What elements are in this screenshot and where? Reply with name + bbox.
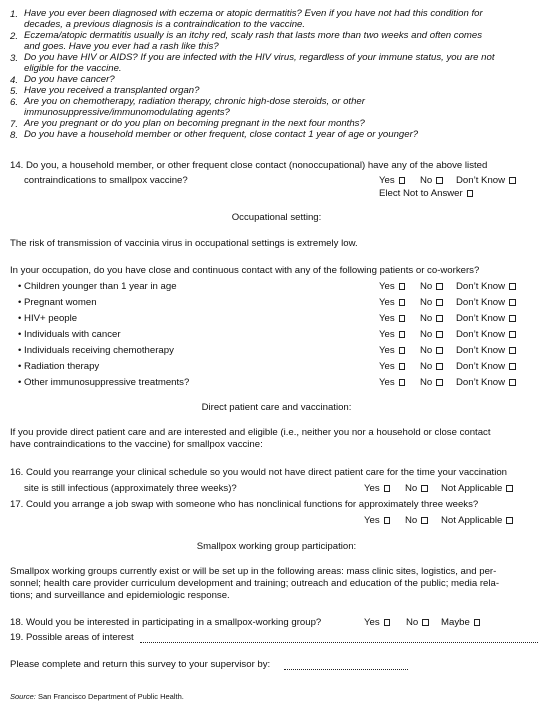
section-intro: The risk of transmission of vaccinia virus in occupational settings is extremely low. xyxy=(10,238,358,249)
q14-text-line2: contraindications to smallpox vaccine? xyxy=(24,175,188,186)
contact-item-label: • Individuals receiving chemotherapy xyxy=(18,345,174,356)
source-text: San Francisco Department of Public Health. xyxy=(35,692,184,701)
checkbox[interactable] xyxy=(421,517,428,524)
q18-no-option[interactable]: No xyxy=(406,617,429,628)
list-item-line: Have you ever been diagnosed with eczema or atopic dermatitis? Even if you have not had this condition for xyxy=(24,8,483,19)
dont-know-option[interactable]: Don’t Know xyxy=(456,297,516,308)
checkbox[interactable] xyxy=(509,379,516,386)
q16-text-line2: site is still infectious (approximately three weeks)? xyxy=(24,483,237,494)
yes-option[interactable]: Yes xyxy=(379,313,405,324)
return-instruction: Please complete and return this survey to your supervisor by: xyxy=(10,659,271,670)
checkbox[interactable] xyxy=(399,347,406,354)
list-number: 4. xyxy=(10,75,19,86)
yes-option[interactable]: Yes xyxy=(379,361,405,372)
checkbox[interactable] xyxy=(399,331,406,338)
list-item-line: Do you have cancer? xyxy=(24,74,115,85)
checkbox[interactable] xyxy=(509,363,516,370)
list-item-line: and goes. Have you ever had a rash like this? xyxy=(24,41,219,52)
checkbox[interactable] xyxy=(384,485,391,492)
checkbox[interactable] xyxy=(384,619,391,626)
checkbox[interactable] xyxy=(422,619,429,626)
occupational-question: In your occupation, do you have close and continuous contact with any of the following patients or co-workers? xyxy=(10,265,480,276)
dont-know-option[interactable]: Don’t Know xyxy=(456,377,516,388)
checkbox[interactable] xyxy=(509,347,516,354)
section-intro-line1: If you provide direct patient care and are interested and eligible (i.e., neither you nor a household or close contact xyxy=(10,427,491,438)
q17-yes-option[interactable]: Yes xyxy=(364,515,390,526)
source-note xyxy=(10,692,184,701)
q19-answer-blank[interactable] xyxy=(140,642,538,643)
list-number: 2. xyxy=(10,31,19,42)
no-option[interactable]: No xyxy=(420,281,443,292)
checkbox[interactable] xyxy=(436,315,443,322)
contact-item-label: • Children younger than 1 year in age xyxy=(18,281,177,292)
checkbox[interactable] xyxy=(506,517,513,524)
list-number: 7. xyxy=(10,119,19,130)
list-item-line: eligible for the vaccine. xyxy=(24,63,122,74)
return-date-blank[interactable] xyxy=(284,669,408,670)
checkbox[interactable] xyxy=(399,363,406,370)
list-item-line: Do you have HIV or AIDS? If you are infected with the HIV virus, regardless of your immune status, you are not xyxy=(24,52,495,63)
checkbox[interactable] xyxy=(509,331,516,338)
yes-option[interactable]: Yes xyxy=(379,377,405,388)
checkbox[interactable] xyxy=(509,299,516,306)
q14-elect-not-to-answer-option[interactable]: Elect Not to Answer xyxy=(379,188,473,199)
q19-text: 19. Possible areas of interest xyxy=(10,632,134,643)
list-number: 1. xyxy=(10,9,19,20)
list-item-line: Do you have a household member or other frequent, close contact 1 year of age or younger? xyxy=(24,129,419,140)
q18-text: 18. Would you be interested in participating in a smallpox-working group? xyxy=(10,617,322,628)
list-item-line: Eczema/atopic dermatitis usually is an itchy red, scaly rash that lasts more than two weeks and often comes xyxy=(24,30,483,41)
contact-item-label: • Radiation therapy xyxy=(18,361,100,372)
checkbox[interactable] xyxy=(467,190,474,197)
list-item-line: immunosuppressive/immunomodulating agents? xyxy=(24,107,230,118)
checkbox[interactable] xyxy=(399,315,406,322)
q16-no-option[interactable]: No xyxy=(405,483,428,494)
checkbox[interactable] xyxy=(436,347,443,354)
yes-option[interactable]: Yes xyxy=(379,345,405,356)
list-number: 8. xyxy=(10,130,19,141)
no-option[interactable]: No xyxy=(420,313,443,324)
dont-know-option[interactable]: Don’t Know xyxy=(456,345,516,356)
yes-option[interactable]: Yes xyxy=(379,281,405,292)
section-intro-line3: tions; and surveillance and epidemiologic response. xyxy=(10,590,230,601)
checkbox[interactable] xyxy=(436,299,443,306)
checkbox[interactable] xyxy=(509,283,516,290)
q14-text-line1: 14. Do you, a household member, or other frequent close contact (nonoccupational) have any of the above listed xyxy=(10,160,488,171)
contact-item-label: • HIV+ people xyxy=(18,313,78,324)
checkbox[interactable] xyxy=(399,177,406,184)
section-intro-line1: Smallpox working groups currently exist or will be set up in the following areas: mass clinic sites, logistics, and per- xyxy=(10,566,497,577)
yes-option[interactable]: Yes xyxy=(379,329,405,340)
checkbox[interactable] xyxy=(509,315,516,322)
checkbox[interactable] xyxy=(436,283,443,290)
list-number: 6. xyxy=(10,97,19,108)
q17-text-line1: 17. Could you arrange a job swap with someone who has nonclinical functions for approximately three weeks? xyxy=(10,499,479,510)
list-item-line: Have you received a transplanted organ? xyxy=(24,85,200,96)
dont-know-option[interactable]: Don’t Know xyxy=(456,281,516,292)
q14-no-option[interactable]: No xyxy=(420,175,443,186)
section-intro-line2: sonnel; health care provider curriculum development and training; outreach and education of the public; media rela- xyxy=(10,578,500,589)
section-intro-line2: have contraindications to the vaccine) for smallpox vaccine: xyxy=(10,439,263,450)
q17-no-option[interactable]: No xyxy=(405,515,428,526)
checkbox[interactable] xyxy=(506,485,513,492)
contact-item-label: • Other immunosuppressive treatments? xyxy=(18,377,190,388)
q17-not-applicable-option[interactable]: Not Applicable xyxy=(441,515,513,526)
no-option[interactable]: No xyxy=(420,377,443,388)
section-heading: Smallpox working group participation: xyxy=(196,541,357,552)
no-option[interactable]: No xyxy=(420,297,443,308)
checkbox[interactable] xyxy=(509,177,516,184)
q16-text-line1: 16. Could you rearrange your clinical schedule so you would not have direct patient care for the time your vaccination xyxy=(10,467,508,478)
list-item-line: Are you on chemotherapy, radiation therapy, chronic high-dose steroids, or other xyxy=(24,96,365,107)
checkbox[interactable] xyxy=(384,517,391,524)
contact-item-label: • Pregnant women xyxy=(18,297,97,308)
checkbox[interactable] xyxy=(474,619,481,626)
source-label: Source: xyxy=(10,692,36,701)
list-item-line: Are you pregnant or do you plan on becoming pregnant in the next four months? xyxy=(24,118,365,129)
dont-know-option[interactable]: Don’t Know xyxy=(456,313,516,324)
q16-yes-option[interactable]: Yes xyxy=(364,483,390,494)
yes-option[interactable]: Yes xyxy=(379,297,405,308)
checkbox[interactable] xyxy=(436,379,443,386)
q18-maybe-option[interactable]: Maybe xyxy=(441,617,480,628)
list-number: 5. xyxy=(10,86,19,97)
checkbox[interactable] xyxy=(399,379,406,386)
checkbox[interactable] xyxy=(399,283,406,290)
checkbox[interactable] xyxy=(436,331,443,338)
dont-know-option[interactable]: Don’t Know xyxy=(456,361,516,372)
section-heading: Direct patient care and vaccination: xyxy=(201,402,352,413)
checkbox[interactable] xyxy=(436,177,443,184)
q16-not-applicable-option[interactable]: Not Applicable xyxy=(441,483,513,494)
q14-yes-option[interactable]: Yes xyxy=(379,175,405,186)
q14-dont-know-option[interactable]: Don’t Know xyxy=(456,175,516,186)
contact-item-label: • Individuals with cancer xyxy=(18,329,121,340)
no-option[interactable]: No xyxy=(420,345,443,356)
list-item-line: decades, a previous diagnosis is a contraindication to the vaccine. xyxy=(24,19,306,30)
checkbox[interactable] xyxy=(399,299,406,306)
section-heading: Occupational setting: xyxy=(231,212,322,223)
no-option[interactable]: No xyxy=(420,329,443,340)
no-option[interactable]: No xyxy=(420,361,443,372)
q18-yes-option[interactable]: Yes xyxy=(364,617,390,628)
list-number: 3. xyxy=(10,53,19,64)
checkbox[interactable] xyxy=(436,363,443,370)
checkbox[interactable] xyxy=(421,485,428,492)
dont-know-option[interactable]: Don’t Know xyxy=(456,329,516,340)
